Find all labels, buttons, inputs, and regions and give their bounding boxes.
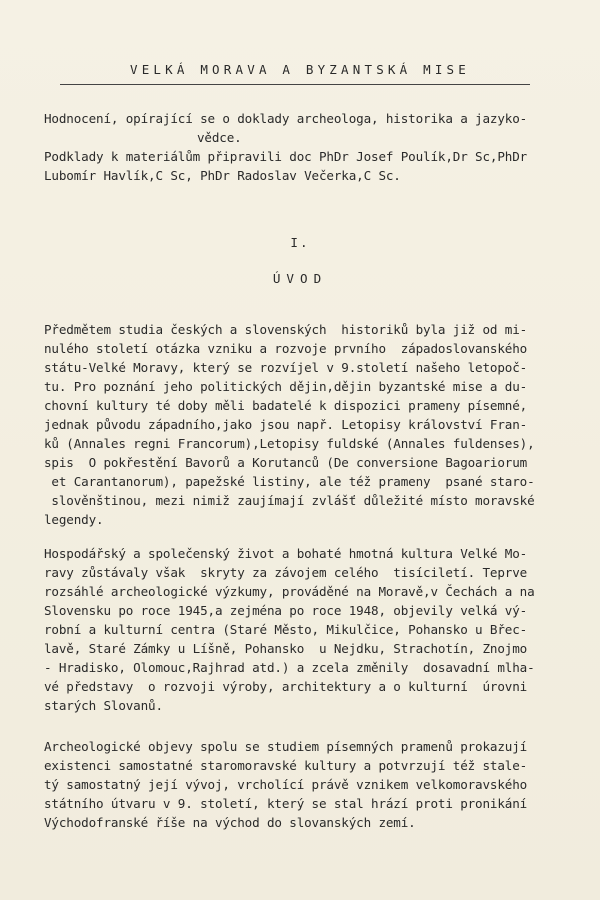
section-title: ÚVOD: [272, 271, 328, 286]
paragraph-1-line: tu. Pro poznání jeho politických dějin,dějin byzantské mise a du-: [44, 379, 528, 394]
paragraph-1-line: spis O pokřestění Bavorů a Korutanců (De conversione Bagoariorum: [44, 455, 528, 470]
intro-line: Lubomír Havlík,C Sc, PhDr Radoslav Večerka,C Sc.: [44, 168, 401, 183]
paragraph-2-line: lavě, Staré Zámky u Líšně, Pohansko u Nejdku, Strachotín, Znojmo: [44, 641, 528, 656]
paragraph-3-line: Východofranské říše na východ do slovanských zemí.: [44, 815, 416, 830]
title-underline: [60, 84, 530, 85]
paragraph-2-line: - Hradisko, Olomouc,Rajhrad atd.) a zcela změnily dosavadní mlha-: [44, 660, 535, 675]
paragraph-3-line: Archeologické objevy spolu se studiem písemných pramenů prokazují: [44, 739, 528, 754]
paragraph-2-line: Hospodářský a společenský život a bohaté hmotná kultura Velké Mo-: [44, 546, 528, 561]
paragraph-1-line: státu-Velké Moravy, který se rozvíjel v 9.století našeho letopoč-: [44, 360, 528, 375]
intro-line: Podklady k materiálům připravili doc PhDr Josef Poulík,Dr Sc,PhDr: [44, 149, 528, 164]
paragraph-2-line: starých Slovanů.: [44, 698, 163, 713]
intro-line: Hodnocení, opírající se o doklady archeologa, historika a jazyko-: [44, 111, 528, 126]
paragraph-1-line: legendy.: [44, 512, 104, 527]
paragraph-1-line: chovní kultury té doby měli badatelé k dispozici prameny písemné,: [44, 398, 528, 413]
paragraph-1-line: et Carantanorum), papežské listiny, ale též prameny psané staro-: [44, 474, 535, 489]
paragraph-3-line: tý samostatný její vývoj, vrcholící právě vznikem velkomoravského: [44, 777, 528, 792]
paragraph-2-line: vé představy o rozvoji výroby, architektury a o kulturní úrovni: [44, 679, 528, 694]
paragraph-2-line: Slovensku po roce 1945,a zejména po roce 1948, objevily velká vý-: [44, 603, 528, 618]
paragraph-1-line: nulého století otázka vzniku a rozvoje prvního západoslovanského: [44, 341, 528, 356]
paragraph-1-line: jednak původu západního,jako jsou např. Letopisy království Fran-: [44, 417, 528, 432]
paragraph-2-line: ravy zůstávaly však skryty za závojem celého tisíciletí. Teprve: [44, 565, 528, 580]
paragraph-3-line: existenci samostatné staromoravské kultury a potvrzují též stale-: [44, 758, 528, 773]
document-title: VELKÁ MORAVA A BYZANTSKÁ MISE: [129, 62, 471, 77]
paragraph-2-line: rozsáhlé archeologické výzkumy, prováděné na Moravě,v Čechách a na: [44, 584, 535, 599]
intro-line: vědce.: [197, 130, 242, 145]
paragraph-2-line: robní a kulturní centra (Staré Město, Mikulčice, Pohansko u Břec-: [44, 622, 528, 637]
paragraph-1-line: Předmětem studia českých a slovenských historiků byla již od mi-: [44, 322, 528, 337]
paragraph-3-line: státního útvaru v 9. století, který se stal hrází proti pronikání: [44, 796, 528, 811]
paragraph-1-line: ků (Annales regni Francorum),Letopisy fuldské (Annales fuldenses),: [44, 436, 535, 451]
section-number: I.: [290, 235, 310, 250]
paragraph-1-line: slověnštinou, mezi nimiž zaujímají zvlášť důležité místo moravské: [44, 493, 535, 508]
